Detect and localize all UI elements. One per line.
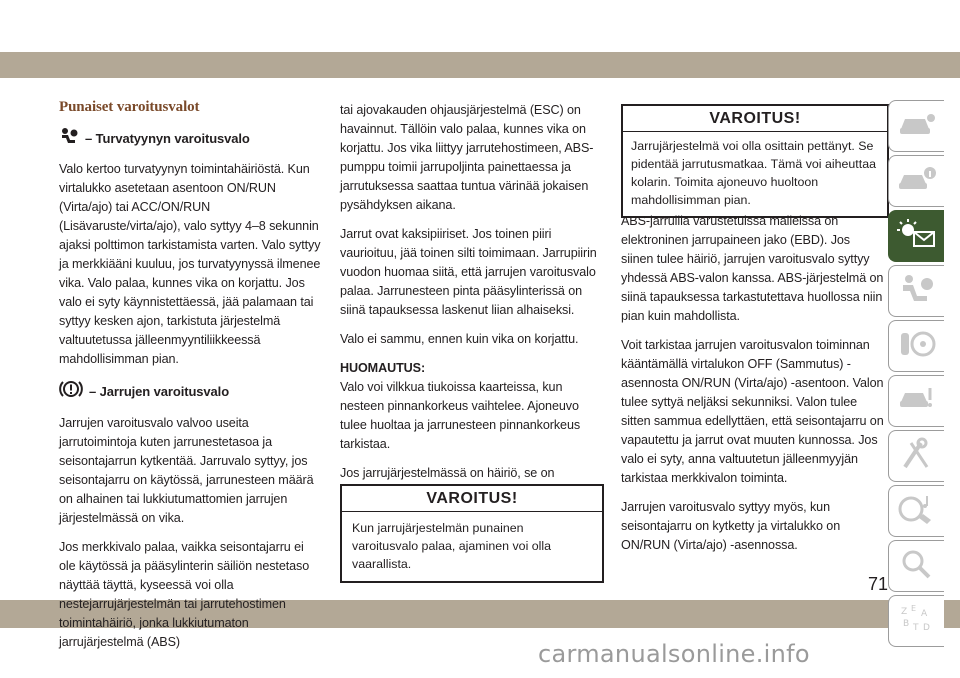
airbag-person-icon	[59, 127, 79, 150]
section-title: Punaiset varoitusvalot	[59, 99, 200, 115]
warning-title: VAROITUS!	[342, 486, 602, 512]
column-2	[340, 101, 602, 512]
tab-multimedia[interactable]	[888, 485, 944, 537]
col3-paragraph-1: ABS-jarruilla varustetuissa malleissa on elektroninen jarrupaineen jako (EBD). Jos siinen tulee häiriö, jarrujen varoitusvalo syttyy yhdessä ABS-valon kanssa. ABS-järjestelmä on siinä tapauksessa tarkastutettava huollossa niin pian kuin mahdollista.	[621, 214, 884, 323]
col2-paragraph-2: Jarrut ovat kaksipiiriset. Jos toinen piiri vaurioituu, jää toinen silti toimimaan. Jarrupiirin vuodon huomaa siitä, että jarrujen varoitusvalo palaa. Jarrunesteen pinta pääsylinterissä on siinä tapauksessa laskenut liian alhaiseksi.	[340, 227, 597, 317]
col2-paragraph-4: Jos jarrujärjestelmässä on häiriö, se on	[340, 466, 555, 480]
note-text: Valo voi vilkkua tiukoissa kaarteissa, kun nesteen pinnankorkeus vaihtelee. Ajoneuvo tulee huoltaa ja jarrunesteen pinnankorkeus tarkistaa.	[340, 380, 581, 451]
top-band	[0, 52, 960, 78]
col2-paragraph-1: tai ajovakauden ohjausjärjestelmä (ESC) on havainnut. Tällöin valo palaa, kunnes vika on korjattu. Jos vika liittyy jarrutehostimeen, ABS-pumppu toimii jarrupoljinta painettaessa ja jarrutuksessa saattaa tuntua värinää jokaisen pysähdyksen aikana.	[340, 103, 594, 212]
wrench-screwdriver-icon	[897, 437, 937, 476]
warning-title: VAROITUS!	[623, 106, 887, 132]
tab-safety[interactable]	[888, 265, 944, 317]
column-3	[621, 212, 885, 565]
car-flat-tire-icon	[897, 384, 937, 419]
warning-light-message-icon	[896, 218, 938, 255]
chapter-tabs	[888, 100, 944, 650]
brake-paragraph-1: Jarrujen varoitusvalo valvoo useita jarrutoimintoja kuten jarrunestetasoa ja seisontajarrun kytkentää. Jarruvalo syttyy, jos seisontajarru on käytössä, jarrunesteen määrä on alhainen tai lukkiutumattomien jarrujen järjestelmässä on vika.	[59, 416, 314, 525]
col3-paragraph-3: Jarrujen varoitusvalo syttyy myös, kun seisontajarru on kytketty ja virtalukko on ON/RUN (Virta/ajo) -asennossa.	[621, 500, 841, 552]
warning-text: Jarrujärjestelmä voi olla osittain pettänyt. Se pidentää jarrutusmatkaa. Tämä voi aiheuttaa kolarin. Toimita ajoneuvo huoltoon mahdollisimman pian.	[631, 139, 876, 207]
svg-text:A: A	[920, 608, 927, 619]
airbag-heading	[59, 127, 323, 150]
warning-box-1	[340, 484, 604, 583]
watermark: carmanualsonline.info	[538, 640, 810, 668]
column-1	[59, 98, 323, 662]
airbag-title: – Turvatyynyn varoitusvalo	[85, 131, 250, 146]
warning-box-2	[621, 104, 889, 218]
car-info-icon	[897, 164, 937, 199]
tab-index[interactable]	[888, 595, 944, 647]
svg-text:B: B	[902, 618, 909, 629]
svg-text:Z: Z	[900, 606, 907, 617]
alphabet-index-icon	[897, 602, 937, 641]
tab-car-key[interactable]	[888, 100, 944, 152]
brake-heading	[59, 379, 323, 404]
page-number: 71	[868, 574, 889, 594]
svg-text:E: E	[910, 603, 916, 613]
magnifier-icon	[897, 547, 937, 586]
svg-text:T: T	[912, 622, 918, 633]
airbag-seat-icon	[897, 272, 937, 311]
car-key-icon	[897, 109, 937, 144]
tab-warning-lights[interactable]	[888, 210, 944, 262]
note	[340, 359, 602, 454]
tab-driving[interactable]	[888, 320, 944, 372]
airbag-text: Valo kertoo turvatyynyn toimintahäiriöstä. Kun virtalukko asetetaan asentoon ON/RUN (Virta/ajo) tai ACC/ON/RUN (Lisävaruste/virta/ajo), valo syttyy 4–8 sekunnin ajaksi polttimon tarkistamista varten. Valo syttyy ja merkkiääni kuuluu, jos turvatyynyssä ilmenee vika. Valo palaa, kunnes vika on korjattu. Jos valo ei syty käynnistettäessä, jää palamaan tai syttyy kesken ajon, tarkistuta järjestelmä valtuutetussa jälleenmyyntiliikkeessä mahdollisimman pian.	[59, 162, 321, 366]
note-title: HUOMAUTUS:	[340, 361, 426, 375]
brake-warning-icon	[59, 379, 83, 404]
warning-text: Kun jarrujärjestelmän punainen varoitusvalo palaa, ajaminen voi olla vaarallista.	[352, 521, 552, 571]
brake-paragraph-2: Jos merkkivalo palaa, vaikka seisontajarru ei ole käytössä ja pääsylinterin säiliön nestetaso näyttää täyttä, kyseessä voi olla nestejarrujärjestelmän tai jarrutehostimen toimintahäiriö, jonka lukkiutumaton jarrujärjestelmä (ABS)	[59, 540, 310, 649]
svg-text:D: D	[922, 622, 930, 633]
brake-title: – Jarrujen varoitusvalo	[89, 384, 230, 399]
music-note-phone-icon	[897, 492, 937, 531]
tab-emergency[interactable]	[888, 375, 944, 427]
steering-wheel-icon	[897, 327, 937, 366]
col3-paragraph-2: Voit tarkistaa jarrujen varoitusvalon toiminnan kääntämällä virtalukon OFF (Sammutus) -asennosta ON/RUN (Virta/ajo) -asentoon. Valon tulee syttyä neljäksi sekunniksi. Valon tulee sitten sammua edellyttäen, että seisontajarru on vapautettu ja jarrut ovat muuten kunnossa. Jos valo ei syty, anna valtuutetun jälleenmyyjän tarkistaa merkkivalon toiminta.	[621, 338, 884, 485]
tab-customer-help[interactable]	[888, 540, 944, 592]
col2-paragraph-3: Valo ei sammu, ennen kuin vika on korjattu.	[340, 332, 579, 346]
tab-car-info[interactable]	[888, 155, 944, 207]
tab-maintenance[interactable]	[888, 430, 944, 482]
